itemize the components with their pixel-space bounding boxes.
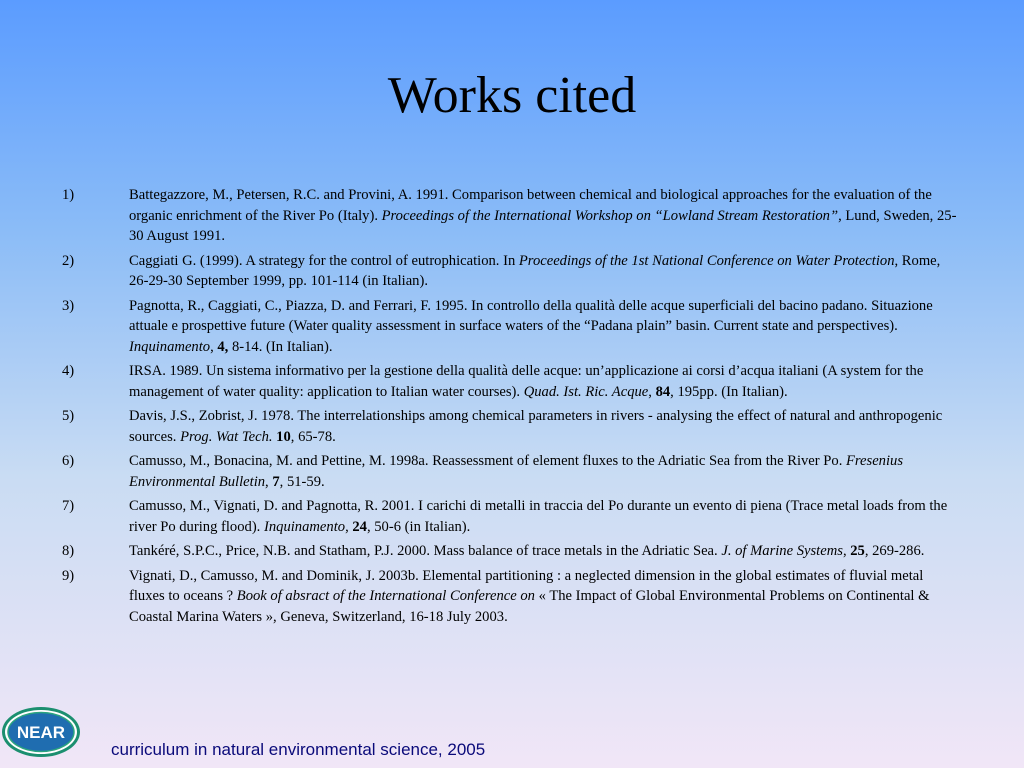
reference-item xyxy=(62,451,962,492)
reference-text-segment: , xyxy=(210,338,218,355)
reference-text-segment: « The Impact of Global Environmental Problems on Continental & Coastal Marina Waters », Geneva, Switzerland, 16-18 July 2003. xyxy=(129,588,930,625)
reference-item xyxy=(62,566,962,628)
reference-text-segment: , Lund, Sweden, 25-30 August 1991. xyxy=(129,207,957,244)
reference-text-segment: Quad. Ist. Ric. Acque xyxy=(523,383,649,400)
reference-number: 3) xyxy=(62,297,75,314)
reference-text-segment: , 269-286. xyxy=(864,543,925,559)
reference-text-segment: Fresenius Environmental Bulletin xyxy=(129,453,904,490)
reference-text-segment: , xyxy=(648,383,656,400)
reference-text-segment: 7 xyxy=(272,473,280,490)
reference-text-segment: 84 xyxy=(655,383,671,400)
reference-text xyxy=(129,496,962,537)
reference-text xyxy=(129,406,962,447)
reference-item xyxy=(62,496,962,537)
reference-text-segment: , 65-78. xyxy=(290,428,336,445)
reference-text-segment: Proceedings of the International Workshop on “Lowland Stream Restoration” xyxy=(381,207,839,224)
reference-number: 5) xyxy=(62,408,75,424)
reference-number: 1) xyxy=(62,187,75,203)
reference-number: 2) xyxy=(62,252,75,269)
reference-text xyxy=(129,451,962,492)
reference-list xyxy=(62,185,962,631)
reference-text-segment: Prog. Wat Tech. xyxy=(180,428,273,445)
reference-text-segment: Davis, J.S., Zobrist, J. 1978. The interrelationships among chemical parameters in rivers - analysing the effect of natural and anthropogenic sources. xyxy=(129,408,943,445)
reference-text-segment: Proceedings of the 1st National Conference on Water Protection xyxy=(518,252,895,269)
reference-text xyxy=(129,251,962,292)
reference-item xyxy=(62,361,962,402)
reference-text-segment: Inquinamento xyxy=(263,518,346,535)
reference-text-segment: Tankéré, S.P.C., Price, N.B. and Statham, P.J. 2000. Mass balance of trace metals in the Adriatic Sea. xyxy=(129,543,722,559)
reference-item xyxy=(62,185,962,247)
reference-item xyxy=(62,541,962,562)
slide-title: Works cited xyxy=(387,67,637,124)
footer-text: curriculum in natural environmental science, 2005 xyxy=(111,740,486,759)
reference-text-segment: 10 xyxy=(276,428,291,445)
reference-number: 9) xyxy=(62,567,75,584)
logo-text: NEAR xyxy=(16,723,66,742)
reference-text-segment: , xyxy=(345,518,353,535)
reference-text-segment: Vignati, D., Camusso, M. and Dominik, J. 2003b. Elemental partitioning : a neglected dimension in the global estimates of fluvial metal fluxes to oceans ? xyxy=(129,567,924,604)
reference-text-segment: , 50-6 (in Italian). xyxy=(366,518,471,535)
reference-item xyxy=(62,296,962,358)
reference-text-segment: 4, xyxy=(217,338,229,355)
reference-text-segment: IRSA. 1989. Un sistema informativo per la gestione della qualità delle acque: un’applicazione ai corsi d’acqua italiani (A system for the management of water quality: application to Italian water courses). xyxy=(129,363,924,400)
reference-text-segment: J. of Marine Systems xyxy=(721,543,843,559)
reference-number: 6) xyxy=(62,453,75,469)
reference-text xyxy=(129,566,962,628)
reference-number: 7) xyxy=(62,498,75,514)
reference-text xyxy=(129,541,962,562)
reference-text-segment: 8-14. (In Italian). xyxy=(228,338,333,355)
near-logo-icon xyxy=(1,706,81,758)
reference-item xyxy=(62,251,962,292)
reference-text-segment: 24 xyxy=(352,518,367,535)
reference-text-segment: Book of absract of the International Conference on xyxy=(236,588,535,604)
reference-item xyxy=(62,406,962,447)
reference-number: 8) xyxy=(62,543,75,559)
reference-text-segment: Inquinamento xyxy=(129,338,211,355)
reference-text-segment: , xyxy=(842,543,851,559)
reference-text xyxy=(129,361,962,402)
reference-text-segment: 25 xyxy=(850,543,865,559)
reference-text-segment: , xyxy=(265,473,273,490)
reference-text xyxy=(129,296,962,358)
reference-text-segment: Battegazzore, M., Petersen, R.C. and Provini, A. 1991. Comparison between chemical and biological approaches for the evaluation of the organic enrichment of the River Po (Italy). xyxy=(129,187,932,224)
reference-text xyxy=(129,185,962,247)
reference-text-segment: Camusso, M., Bonacina, M. and Pettine, M. 1998a. Reassessment of element fluxes to the Adriatic Sea from the River Po. xyxy=(129,453,846,469)
reference-text-segment: Camusso, M., Vignati, D. and Pagnotta, R. 2001. I carichi di metalli in traccia del Po durante un evento di piena (Trace metal loads from the river Po during flood). xyxy=(129,498,948,535)
reference-text-segment: , Rome, 26-29-30 September 1999, pp. 101-114 (in Italian). xyxy=(129,252,941,289)
reference-text-segment: Caggiati G. (1999). A strategy for the control of eutrophication. In xyxy=(129,252,519,269)
reference-text-segment: , 51-59. xyxy=(279,473,325,490)
reference-text-segment: , 195pp. (In Italian). xyxy=(670,383,788,400)
reference-text-segment: Pagnotta, R., Caggiati, C., Piazza, D. and Ferrari, F. 1995. In controllo della qualità delle acque superficiali del bacino padano. Situazione attuale e prospettive future (Water quality assessment in surface waters of the “Padana plain” basin. Current state and perspectives). xyxy=(129,297,933,334)
reference-number: 4) xyxy=(62,363,75,379)
